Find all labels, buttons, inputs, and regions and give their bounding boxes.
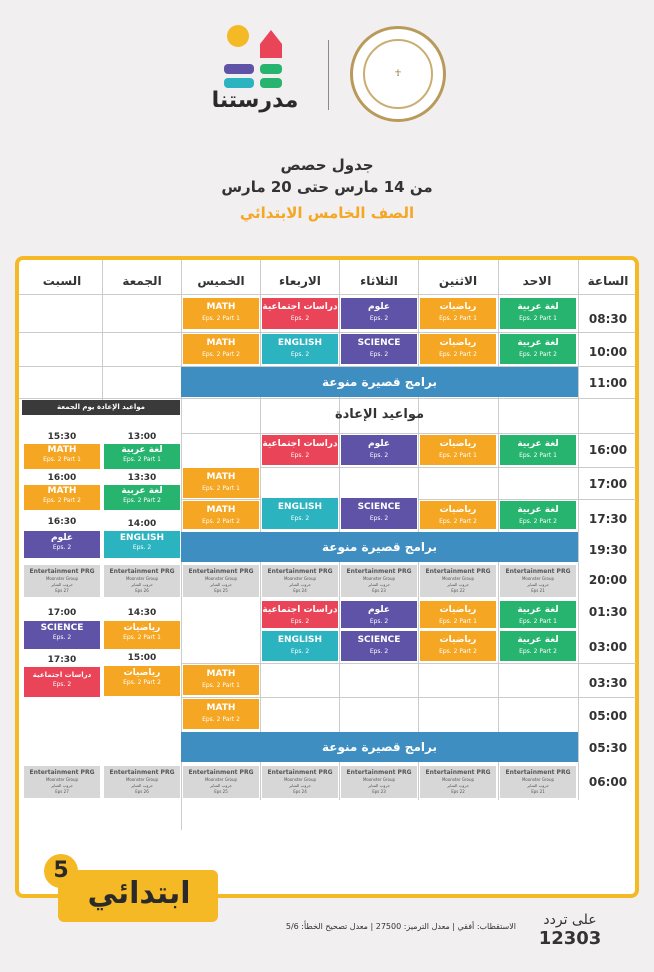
time-slot: 08:30	[588, 312, 628, 326]
replay-time: 16:30	[47, 517, 77, 527]
class-cell: رياضيات Eps. 2 Part 2	[419, 333, 497, 365]
short-programs-bar: برامج قصيرة منوعة	[181, 532, 578, 562]
class-cell: MATH Eps. 2 Part 1	[23, 443, 101, 470]
badge-word: ابتدائي	[87, 876, 191, 911]
entertainment-cell: Entertainment PRG Moonster Group جروب المناير Eps 26	[103, 564, 181, 598]
entertainment-cell: Entertainment PRG Moonster Group جروب المناير Eps 24	[261, 765, 339, 799]
class-cell: علوم Eps. 2	[340, 297, 418, 330]
replay-time: 17:00	[47, 608, 77, 618]
class-cell: دراسات اجتماعية Eps. 2	[261, 434, 339, 466]
entertainment-cell: Entertainment PRG Moonster Group جروب المناير Eps 25	[182, 765, 260, 799]
col-header-thursday: الخميس	[197, 274, 245, 288]
replay-time: 15:00	[127, 653, 157, 663]
class-cell: MATH Eps. 2 Part 2	[182, 698, 260, 730]
time-slot: 17:00	[588, 477, 628, 491]
class-cell: لغة عربية Eps. 2 Part 1	[499, 434, 577, 466]
col-header-wednesday: الاربعاء	[279, 274, 321, 288]
entertainment-cell: Entertainment PRG Moonster Group جروب المناير Eps 25	[182, 564, 260, 598]
class-cell: MATH Eps. 2 Part 2	[182, 500, 260, 530]
col-header-sunday: الاحد	[522, 274, 552, 288]
replay-time: 13:00	[127, 432, 157, 442]
class-cell: SCIENCE Eps. 2	[340, 497, 418, 530]
replay-title: مواعيد الإعادة	[334, 407, 425, 422]
schedule-title: جدول حصص	[280, 156, 374, 174]
grade-title: الصف الخامس الابتدائي	[239, 204, 415, 222]
brand-name: مدرستنا	[211, 88, 299, 113]
entertainment-cell: Entertainment PRG Moonster Group جروب المناير Eps 27	[23, 765, 101, 799]
class-cell: SCIENCE Eps. 2	[340, 630, 418, 662]
entertainment-cell: Entertainment PRG Moonster Group جروب المناير Eps 21	[499, 765, 577, 799]
class-cell: رياضيات Eps. 2 Part 2	[103, 665, 181, 697]
entertainment-cell: Entertainment PRG Moonster Group جروب المناير Eps 22	[419, 564, 497, 598]
class-cell: MATH Eps. 2 Part 1	[182, 467, 260, 499]
header-divider	[328, 40, 329, 110]
col-header-tuesday: الثلاثاء	[360, 274, 398, 288]
class-cell: دراسات اجتماعية Eps. 2	[261, 297, 339, 330]
class-cell: رياضيات Eps. 2 Part 2	[419, 630, 497, 662]
class-cell: MATH Eps. 2 Part 1	[182, 297, 260, 330]
replay-time: 14:30	[127, 608, 157, 618]
class-cell: رياضيات Eps. 2 Part 1	[419, 600, 497, 629]
grid-line	[102, 260, 103, 400]
frequency-block	[520, 912, 620, 949]
entertainment-cell: Entertainment PRG Moonster Group جروب المناير Eps 26	[103, 765, 181, 799]
replay-time: 13:30	[127, 473, 157, 483]
grid-line	[578, 260, 579, 800]
class-cell: علوم Eps. 2	[23, 530, 101, 559]
replay-time: 15:30	[47, 432, 77, 442]
class-cell: لغة عربية Eps. 2 Part 1	[499, 297, 577, 330]
time-slot: 05:00	[588, 709, 628, 723]
class-cell: MATH Eps. 2 Part 2	[182, 333, 260, 365]
col-header-monday: الاثنين	[438, 274, 478, 288]
class-cell: رياضيات Eps. 2 Part 1	[419, 434, 497, 466]
time-slot: 10:00	[588, 345, 628, 359]
time-slot: 01:30	[588, 605, 628, 619]
friday-replay-bar: مواعيد الإعادة يوم الجمعة	[22, 400, 180, 415]
entertainment-cell: Entertainment PRG Moonster Group جروب المناير Eps 23	[340, 564, 418, 598]
frequency-number: 12303	[538, 928, 602, 949]
broadcast-specs: الاستقطاب: أفقي | معدل الترميز: 27500 | معدل تصحيح الخطأ: 5/6	[285, 922, 516, 931]
entertainment-cell: Entertainment PRG Moonster Group جروب المناير Eps 23	[340, 765, 418, 799]
class-cell: MATH Eps. 2 Part 2	[23, 484, 101, 511]
class-cell: رياضيات Eps. 2 Part 1	[103, 620, 181, 650]
class-cell: SCIENCE Eps. 2	[340, 333, 418, 365]
class-cell: دراسات اجتماعية Eps. 2	[261, 600, 339, 629]
col-header-friday: الجمعة	[122, 274, 162, 288]
time-slot: 06:00	[588, 775, 628, 789]
replay-time: 14:00	[127, 519, 157, 529]
entertainment-cell: Entertainment PRG Moonster Group جروب المناير Eps 27	[23, 564, 101, 598]
time-slot: 16:00	[588, 443, 628, 457]
badge-number: 5	[44, 854, 78, 888]
class-cell: لغة عربية Eps. 2 Part 2	[103, 484, 181, 511]
time-slot: 17:30	[588, 512, 628, 526]
entertainment-cell: Entertainment PRG Moonster Group جروب المناير Eps 22	[419, 765, 497, 799]
col-header-time: الساعة	[587, 274, 629, 288]
class-cell: علوم Eps. 2	[340, 434, 418, 466]
class-cell: SCIENCE Eps. 2	[23, 620, 101, 650]
ministry-seal-icon: ☥	[350, 26, 446, 122]
short-programs-bar: برامج قصيرة منوعة	[181, 367, 578, 397]
class-cell: MATH Eps. 2 Part 1	[182, 664, 260, 696]
class-cell: ENGLISH Eps. 2	[261, 497, 339, 530]
class-cell: لغة عربية Eps. 2 Part 2	[499, 500, 577, 530]
short-programs-bar: برامج قصيرة منوعة	[181, 732, 578, 762]
class-cell: علوم Eps. 2	[340, 600, 418, 629]
class-cell: ENGLISH Eps. 2	[261, 630, 339, 662]
grid-line	[19, 294, 635, 295]
entertainment-cell: Entertainment PRG Moonster Group جروب المناير Eps 21	[499, 564, 577, 598]
class-cell: ENGLISH Eps. 2	[103, 530, 181, 559]
time-slot: 03:00	[588, 640, 628, 654]
replay-time: 16:00	[47, 473, 77, 483]
class-cell: رياضيات Eps. 2 Part 1	[419, 297, 497, 330]
replay-time: 17:30	[47, 655, 77, 665]
entertainment-cell: Entertainment PRG Moonster Group جروب المناير Eps 24	[261, 564, 339, 598]
date-range: من 14 مارس حتى 20 مارس	[221, 178, 433, 196]
time-slot: 03:30	[588, 676, 628, 690]
grade-badge	[44, 850, 218, 940]
class-cell: لغة عربية Eps. 2 Part 2	[499, 333, 577, 365]
class-cell: لغة عربية Eps. 2 Part 1	[103, 443, 181, 470]
time-slot: 20:00	[588, 573, 628, 587]
class-cell: رياضيات Eps. 2 Part 2	[419, 500, 497, 530]
time-slot: 11:00	[588, 376, 628, 390]
class-cell: لغة عربية Eps. 2 Part 2	[499, 630, 577, 662]
class-cell: دراسات اجتماعية Eps. 2	[23, 666, 101, 698]
col-header-saturday: السبت	[42, 274, 82, 288]
class-cell: ENGLISH Eps. 2	[261, 333, 339, 365]
time-slot: 05:30	[588, 741, 628, 755]
time-slot: 19:30	[588, 543, 628, 557]
tuning-label: على تردد	[543, 912, 597, 928]
class-cell: لغة عربية Eps. 2 Part 1	[499, 600, 577, 629]
